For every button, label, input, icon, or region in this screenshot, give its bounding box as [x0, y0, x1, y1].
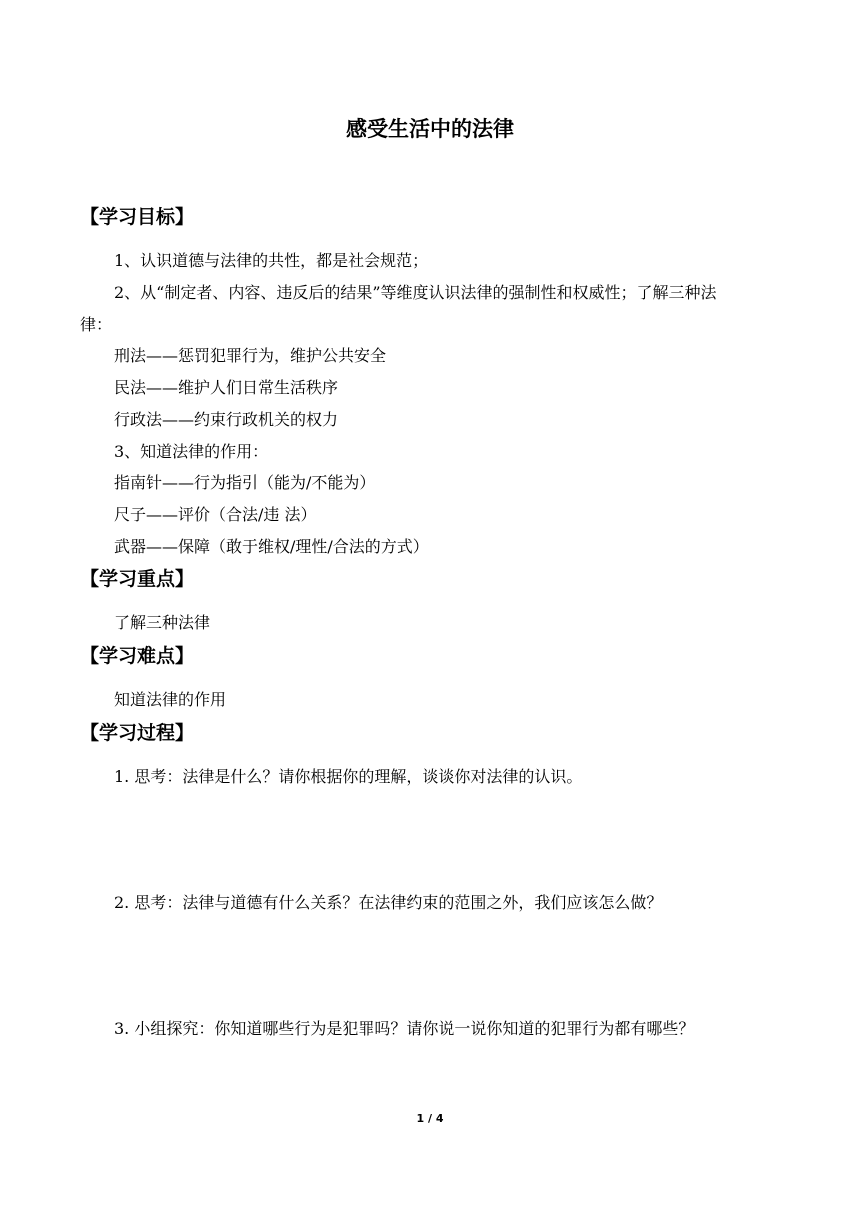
goal-item: 行政法——约束行政机关的权力	[114, 410, 339, 429]
process-question: 1. 思考：法律是什么？请你根据你的理解，谈谈你对法律的认识。	[114, 767, 583, 786]
goal-item: 指南针——行为指引（能为/不能为）	[114, 473, 376, 492]
document-title: 感受生活中的法律	[346, 117, 514, 141]
goal-item: 尺子——评价（合法/违 法）	[114, 505, 317, 524]
goal-item: 2、从“制定者、内容、违反后的结果”等维度认识法律的强制性和权威性；了解三种法	[114, 283, 717, 302]
process-question: 2. 思考：法律与道德有什么关系？在法律约束的范围之外，我们应该怎么做？	[114, 893, 663, 912]
section-heading-key-points: 【学习重点】	[80, 568, 195, 590]
section-heading-process: 【学习过程】	[80, 722, 195, 744]
goal-item: 1、认识道德与法律的共性，都是社会规范；	[114, 251, 429, 270]
section-heading-goals: 【学习目标】	[80, 206, 195, 228]
goal-item: 民法——维护人们日常生活秩序	[114, 378, 339, 397]
section-heading-difficulties: 【学习难点】	[80, 645, 195, 667]
goal-item-continuation: 律：	[80, 315, 113, 334]
page-number: 1 / 4	[416, 1112, 444, 1125]
key-points-text: 了解三种法律	[114, 613, 211, 632]
difficulties-text: 知道法律的作用	[114, 690, 227, 709]
goal-item: 刑法——惩罚犯罪行为，维护公共安全	[114, 346, 387, 365]
goal-item: 3、知道法律的作用：	[114, 442, 269, 461]
process-question: 3. 小组探究：你知道哪些行为是犯罪吗？请你说一说你知道的犯罪行为都有哪些？	[114, 1019, 695, 1038]
goal-item: 武器——保障（敢于维权/理性/合法的方式）	[114, 537, 429, 556]
